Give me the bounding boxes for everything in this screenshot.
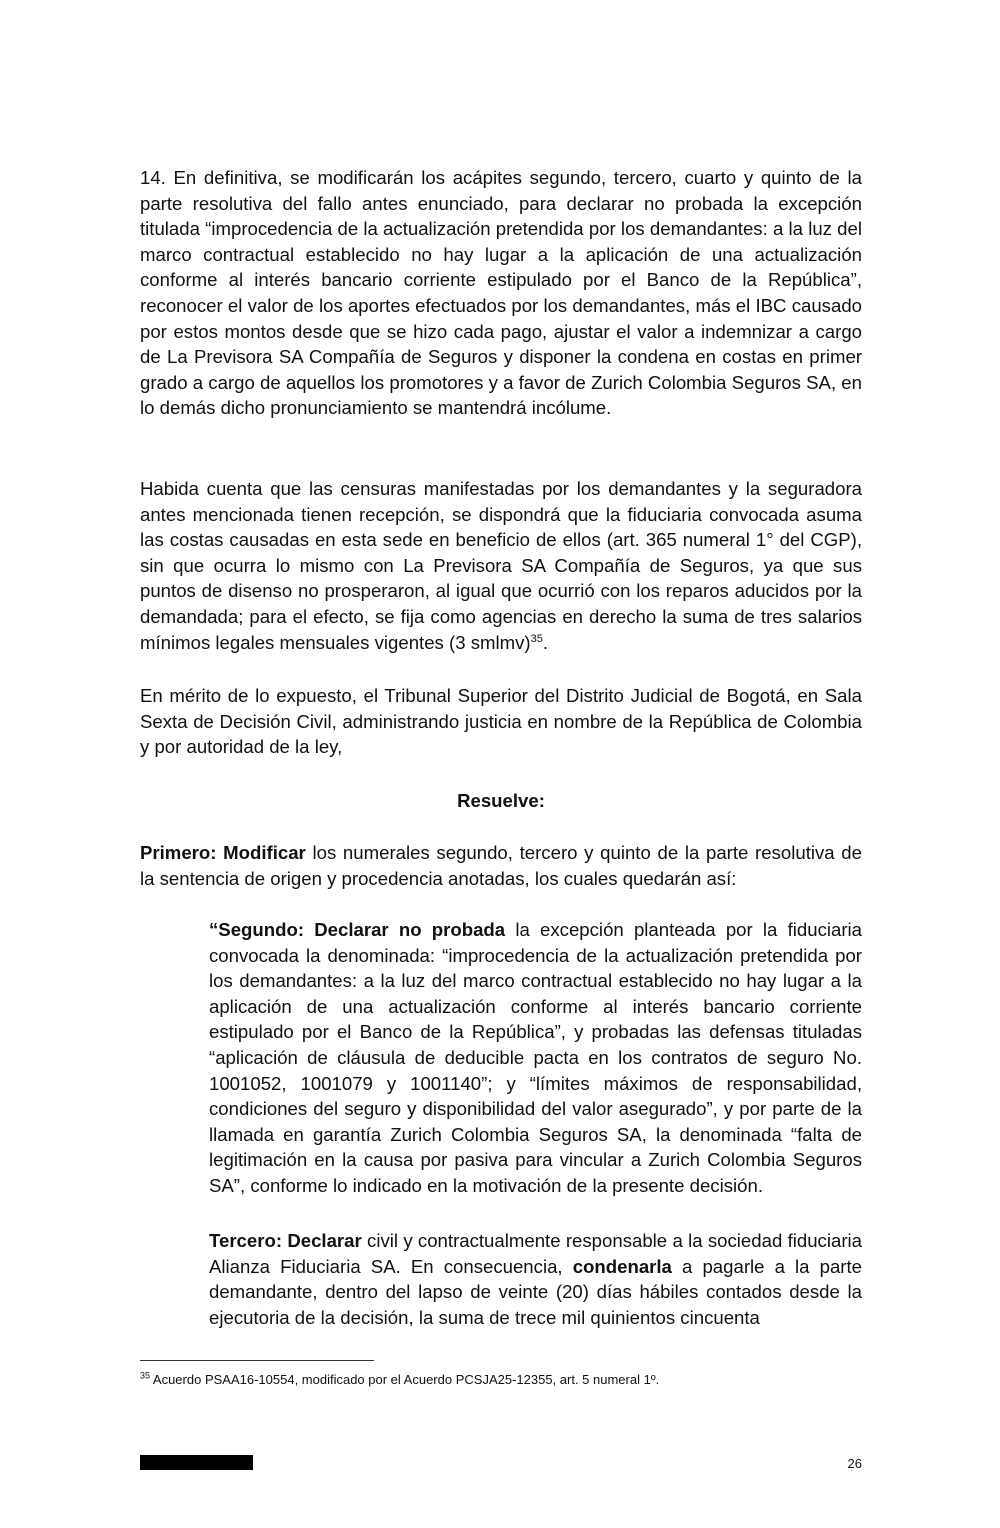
- paragraph-costas-end: .: [542, 631, 549, 653]
- page-number: 26: [847, 1456, 862, 1471]
- paragraph-tercero: [209, 1228, 862, 1330]
- tercero-bold-2: condenarla: [572, 1255, 672, 1277]
- paragraph-merito-text: En mérito de lo expuesto, el Tribunal Superior del Distrito Judicial de Bogotá, en Sala Sexta de Decisión Civil, administrando justicia en nombre de la República de Colombia y por autoridad de la ley,: [140, 685, 862, 758]
- paragraph-segundo: [209, 917, 862, 1199]
- paragraph-primero: [140, 840, 862, 891]
- tercero-text-b: a pagarle a la parte demandante, dentro del lapso de veinte (20) días hábiles contados desde la ejecutoria de la decisión, la suma de trece mil quinientos cincuenta: [209, 1255, 862, 1328]
- paragraph-costas: [140, 476, 862, 655]
- redaction-block: [140, 1455, 253, 1470]
- footnote-number: 35: [140, 1370, 151, 1381]
- primero-text: los numerales segundo, tercero y quinto de la parte resolutiva de la sentencia de origen y procedencia anotadas, los cuales quedarán así:: [140, 842, 862, 889]
- footnote: [140, 1372, 659, 1388]
- paragraph-costas-text: Habida cuenta que las censuras manifestadas por los demandantes y la seguradora antes mencionada tienen recepción, se dispondrá que la fiduciaria convocada asuma las costas causadas en esta sede en beneficio de ellos (art. 365 numeral 1° del CGP), sin que ocurra lo mismo con La Previsora SA Compañía de Seguros, ya que sus puntos de disenso no prosperaron, al igual que ocurrió con los reparos aducidos por la demandada; para el efecto, se fija como agencias en derecho la suma de tres salarios mínimos legales mensuales vigentes (3 smlmv): [140, 478, 862, 653]
- paragraph-14: [140, 165, 862, 421]
- tercero-text-a: civil y contractualmente responsable a la sociedad fiduciaria Alianza Fiduciaria SA. En consecuencia,: [209, 1230, 862, 1277]
- segundo-text: la excepción planteada por la fiduciaria convocada la denominada: “improcedencia de la actualización pretendida por los demandantes: a la luz del marco contractual establecido no hay lugar a la aplicación de una actualización conforme al interés bancario corriente estipulado por el Banco de la República”, y probadas las defensas tituladas “aplicación de cláusula de deducible pacta en los contratos de seguro No. 1001052, 1001079 y 1001140”; y “límites máximos de responsabilidad, condiciones del seguro y disponibilidad del valor asegurado”, y por parte de la llamada en garantía Zurich Colombia Seguros SA, la denominada “falta de legitimación en la causa por pasiva para vincular a Zurich Colombia Seguros SA”, conforme lo indicado en la motivación de la presente decisión.: [209, 919, 863, 1196]
- primero-bold: Primero: Modificar: [140, 842, 306, 863]
- paragraph-14-text: 14. En definitiva, se modificarán los acápites segundo, tercero, cuarto y quinto de la parte resolutiva del fallo antes enunciado, para declarar no probada la excepción titulada “improcedencia de la actualización pretendida por los demandantes: a la luz del marco contractual establecido no hay lugar a la aplicación de una actualización conforme al interés bancario corriente estipulado por el Banco de la República”, reconocer el valor de los aportes efectuados por los demandantes, más el IBC causado por estos montos desde que se hizo cada pago, ajustar el valor a indemnizar a cargo de La Previsora SA Compañía de Seguros y disponer la condena en costas en primer grado a cargo de aquellos los promotores y a favor de Zurich Colombia Seguros SA, en lo demás dicho pronunciamiento se mantendrá incólume.: [140, 167, 862, 419]
- footnote-divider: [140, 1360, 374, 1361]
- resuelve-heading-text: Resuelve:: [457, 790, 545, 811]
- footnote-reference: 35: [530, 632, 543, 645]
- tercero-bold: Tercero: Declarar: [209, 1230, 362, 1251]
- resuelve-heading: [140, 788, 862, 814]
- segundo-bold: “Segundo: Declarar no probada: [209, 919, 506, 940]
- footnote-text: Acuerdo PSAA16-10554, modificado por el Acuerdo PCSJA25-12355, art. 5 numeral 1º.: [150, 1372, 660, 1387]
- paragraph-merito: [140, 683, 862, 760]
